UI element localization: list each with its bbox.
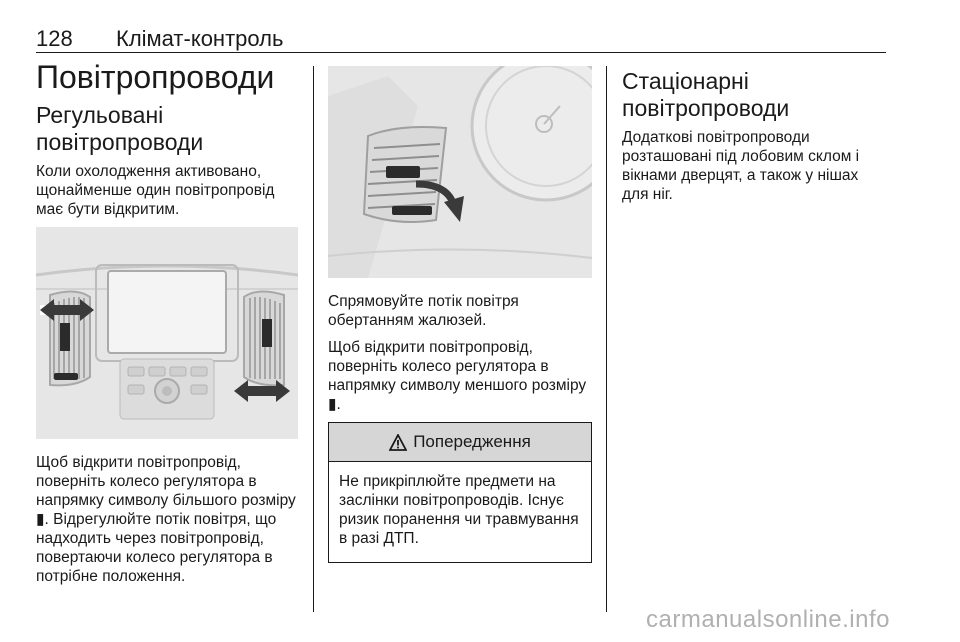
intro-paragraph: Коли охолодження активовано, щонайменше один повітропровід має бути відкритим.	[36, 163, 275, 218]
middle-column	[328, 58, 592, 563]
right-column	[622, 58, 886, 212]
warning-text: Не прикріплюйте предмети на заслінки повітропроводів. Існує ризик поранення чи травмування в разі ДТП.	[339, 473, 579, 547]
dashboard-vents-drawing	[36, 227, 298, 439]
column-divider-1	[313, 66, 314, 612]
left-column	[36, 58, 298, 594]
subsection-title: Регульовані повітропроводи	[36, 102, 204, 155]
body-paragraph: Щоб відкрити повітропровід, поверніть колесо регулятора в напрямку символу більшого розміру ▮. Відрегулюйте потік повітря, що надходить через повітропровід, повертаючи колесо регулятора в потрібне положення.	[36, 454, 296, 585]
side-vent-drawing	[328, 66, 592, 278]
warning-box	[328, 422, 592, 563]
section-title: Повітропроводи	[36, 59, 275, 95]
fixed-vents-text: Додаткові повітропроводи розташовані під лобовим склом і вікнами дверцят, а також у нішах для ніг.	[622, 129, 860, 203]
watermark: carmanualsonline.info	[646, 606, 890, 633]
warning-title: Попередження	[413, 432, 531, 451]
page-number: 128	[36, 26, 73, 51]
close-paragraph: Щоб відкрити повітропровід, поверніть колесо регулятора в напрямку символу меншого розміру ▮.	[328, 339, 587, 413]
warning-triangle-icon	[389, 434, 407, 451]
page-header	[36, 26, 886, 53]
column-divider-2	[606, 66, 607, 612]
warning-header	[329, 423, 591, 462]
direction-paragraph: Спрямовуйте потік повітря обертанням жалюзей.	[328, 293, 519, 329]
side-vent-illustration	[328, 66, 592, 278]
running-title: Клімат-контроль	[116, 26, 284, 51]
fixed-vents-title: Стаціонарні повітропроводи	[622, 68, 790, 121]
dashboard-vents-illustration	[36, 227, 298, 439]
